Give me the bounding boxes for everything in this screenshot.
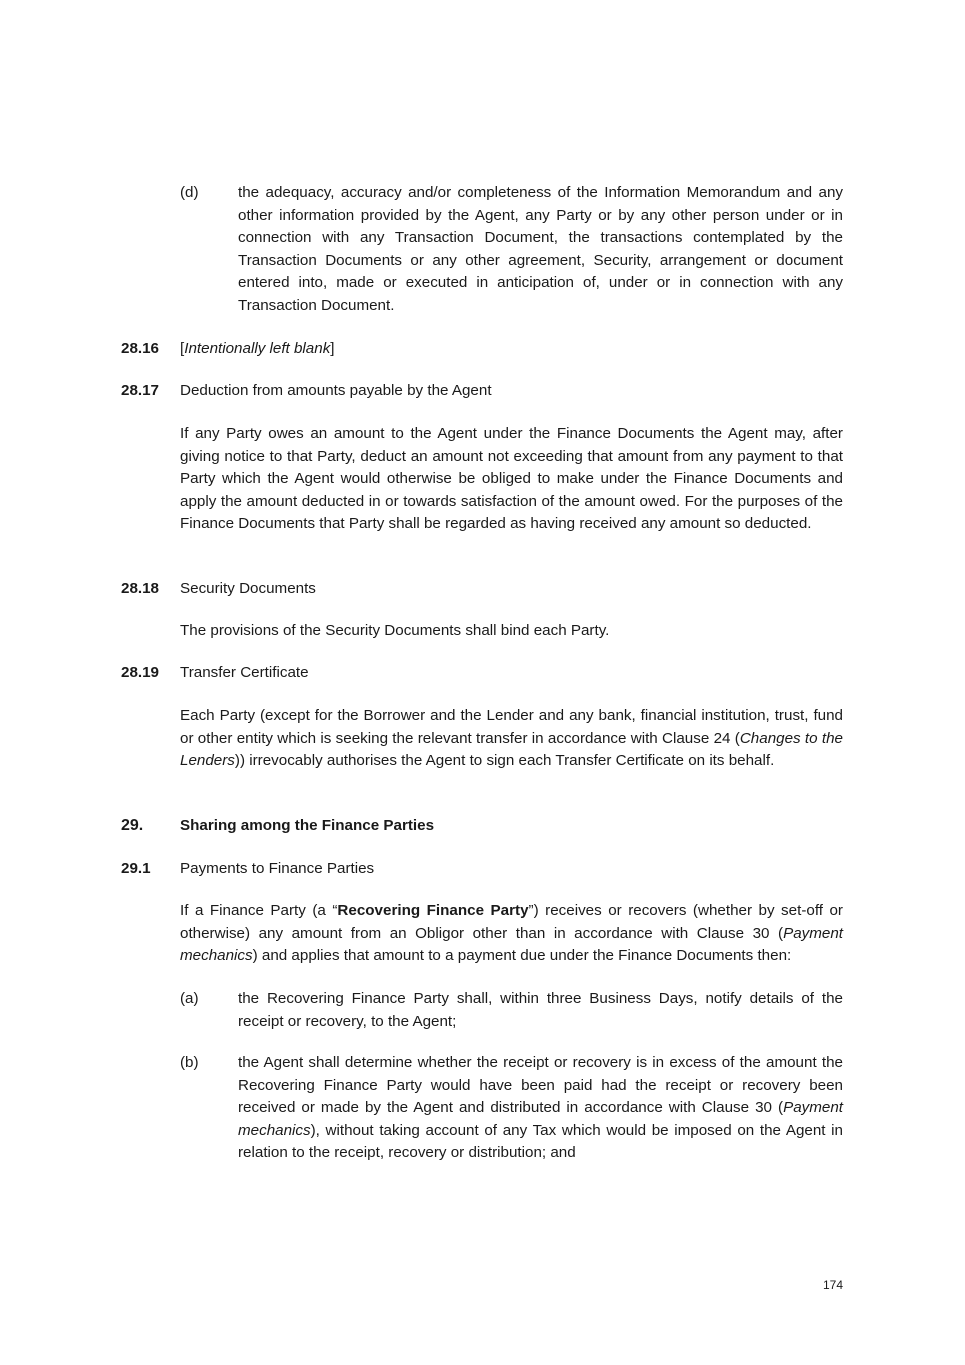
clause-title: [Intentionally left blank] bbox=[180, 340, 335, 357]
clause-number: 29.1 bbox=[121, 860, 151, 877]
clause-number: 28.18 bbox=[121, 580, 160, 597]
clause-28-17-body: If any Party owes an amount to the Agent under the Finance Documents the Agent may, after giving notice to that Party, deduct an amount not exceeding that amount from any payment to that Party which the Agent would otherwise be obliged to make under the Finance Documents and apply the amount deducted in or towards satisfaction of the amount owed. For the purposes of the Finance Documents that Party shall be regarded as having received any amount so deducted. bbox=[180, 425, 843, 533]
clause-title: Transfer Certificate bbox=[180, 664, 309, 681]
page-number: 174 bbox=[822, 1278, 843, 1292]
clause-number: 28.17 bbox=[121, 382, 160, 399]
clause-title: Payments to Finance Parties bbox=[180, 860, 375, 877]
subclause-text: the Agent shall determine whether the receipt or recovery is in excess of the amount the Recovering Finance Party would have been paid had the receipt or recovery been received or made by the Agent and distributed in accordance with Clause 30 (Payment mechanics), without taking account of any Tax which would be imposed on the Agent in relation to the receipt, recovery or distribution; and bbox=[238, 1054, 843, 1162]
subclause-text: the adequacy, accuracy and/or completeness of the Information Memorandum and any other information provided by the Agent, any Party or by any other person under or in connection with any Transaction Document, the transactions contemplated by the Transaction Documents or any other agreement, Security, arrangement or document entered into, made or executed in anticipation of, under or in connection with any Transaction Document. bbox=[238, 184, 843, 314]
clause-number: 28.16 bbox=[121, 340, 160, 357]
subclause-label: (b) bbox=[180, 1054, 199, 1071]
clause-title: Sharing among the Finance Parties bbox=[180, 817, 435, 834]
clause-title: Deduction from amounts payable by the Agent bbox=[180, 382, 492, 399]
subclause-text: the Recovering Finance Party shall, within three Business Days, notify details of the receipt or recovery, to the Agent; bbox=[238, 990, 843, 1030]
clause-29-1-body: If a Finance Party (a “Recovering Finance Party”) receives or recovers (whether by set-off or otherwise) any amount from an Obligor other than in accordance with Clause 30 (Payment mechanics) and applies that amount to a payment due under the Finance Documents then: bbox=[180, 902, 843, 965]
subclause-label: (a) bbox=[180, 990, 199, 1007]
subclause-label: (d) bbox=[180, 184, 199, 201]
clause-28-18-body: The provisions of the Security Documents shall bind each Party. bbox=[180, 622, 610, 639]
clause-number: 28.19 bbox=[121, 664, 160, 681]
clause-28-19-body: Each Party (except for the Borrower and the Lender and any bank, financial institution, trust, fund or other entity which is seeking the relevant transfer in accordance with Clause 24 (Changes to the Lenders)) irrevocably authorises the Agent to sign each Transfer Certificate on its behalf. bbox=[180, 707, 843, 770]
clause-title: Security Documents bbox=[180, 580, 316, 597]
clause-number: 29. bbox=[121, 817, 144, 834]
